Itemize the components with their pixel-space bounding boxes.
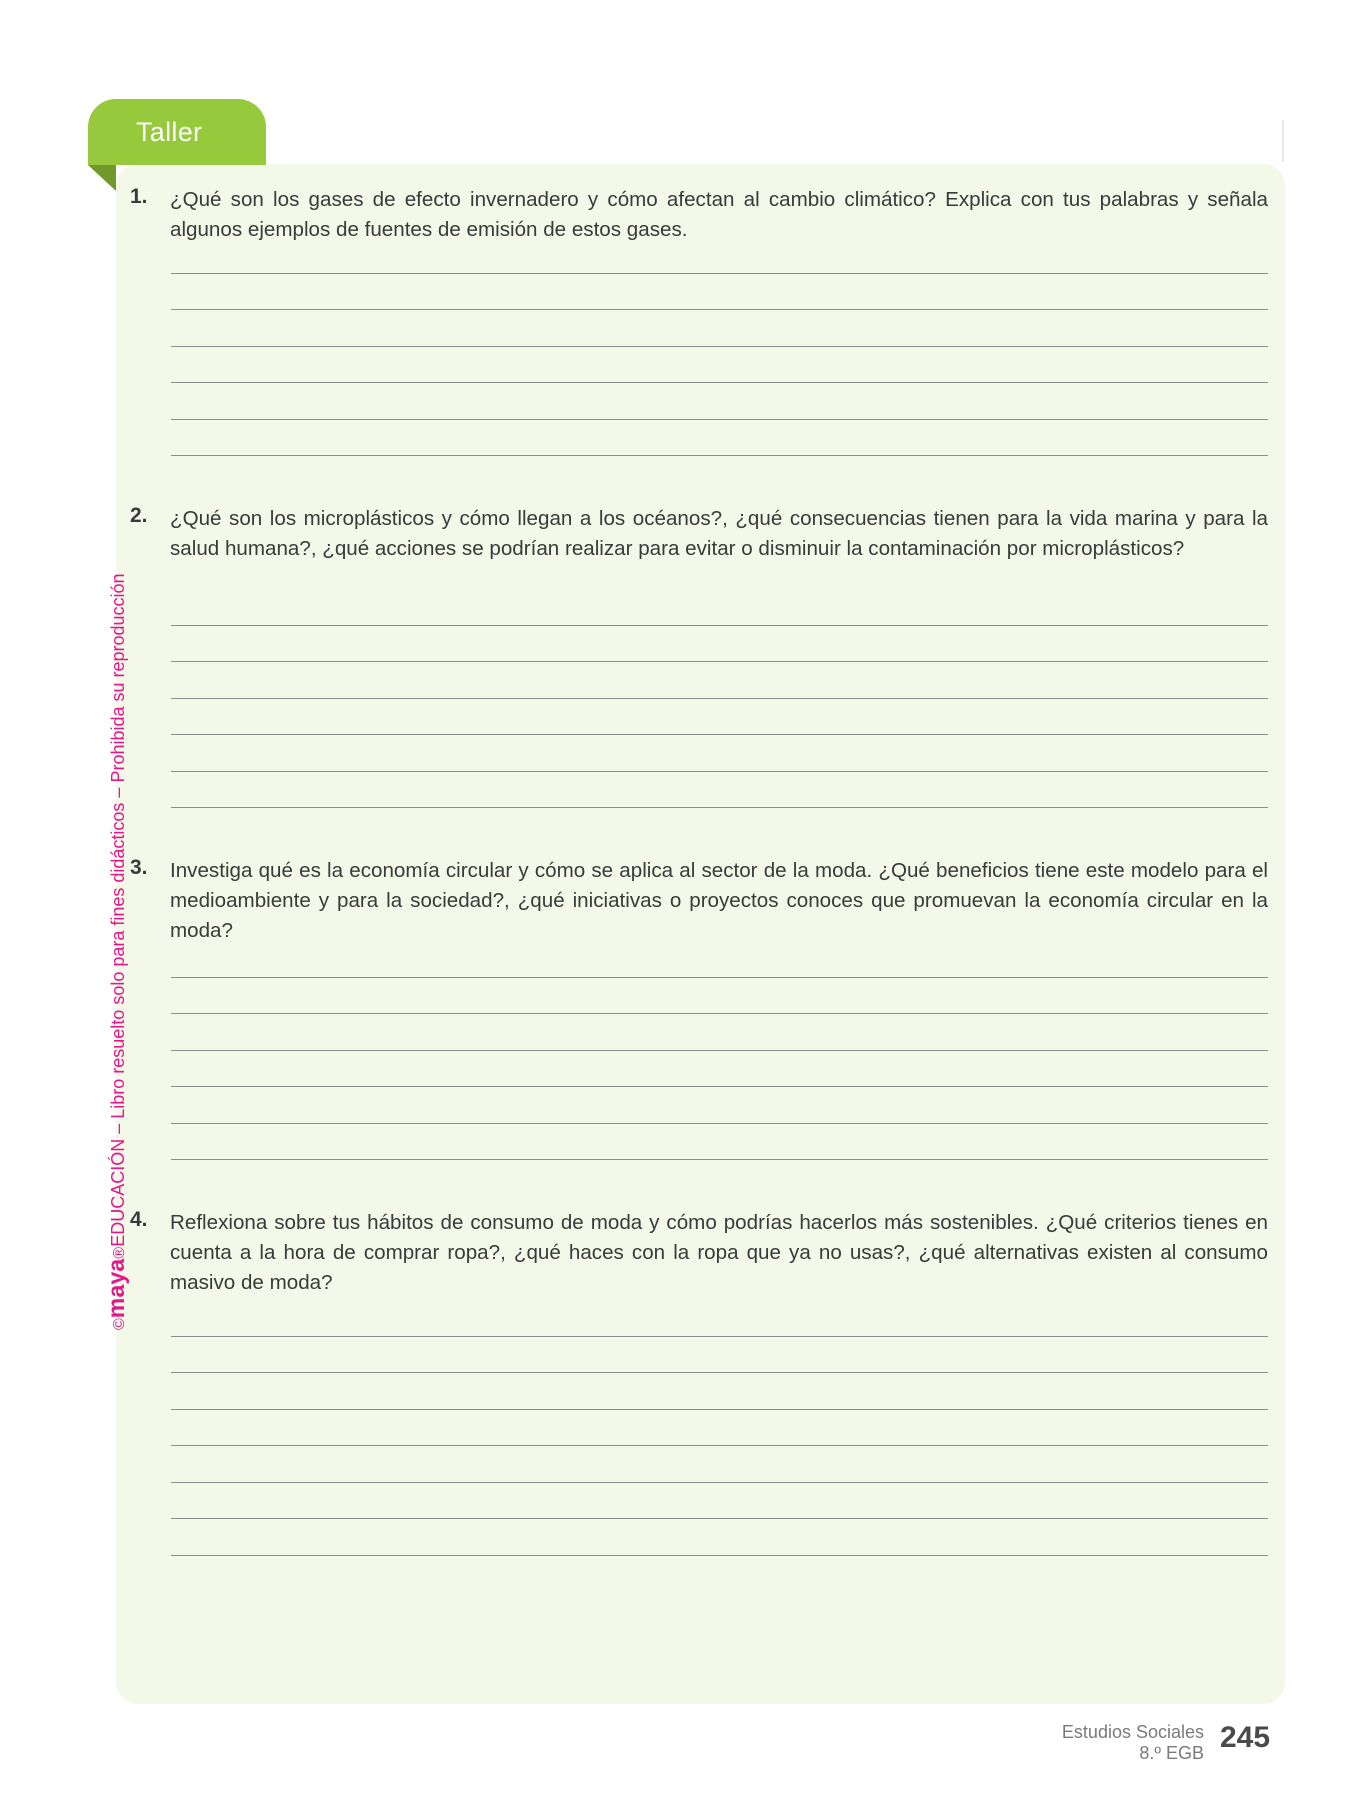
question-text: Investiga qué es la economía circular y cómo se aplica al sector de la moda. ¿Qué beneficios tiene este modelo para el medioambiente y para la sociedad?, ¿qué iniciativas o proyectos conoces que promuevan la economía circular en la moda?	[170, 859, 1268, 942]
answer-line[interactable]	[171, 807, 1268, 808]
answer-line[interactable]	[171, 1555, 1268, 1556]
answer-line[interactable]	[171, 661, 1268, 662]
section-tab: Taller	[88, 99, 266, 165]
answer-line[interactable]	[171, 1482, 1268, 1483]
answer-line[interactable]	[171, 1336, 1268, 1337]
question-1	[130, 185, 1268, 245]
answer-line[interactable]	[171, 734, 1268, 735]
question-3	[130, 856, 1268, 946]
answer-line[interactable]	[171, 455, 1268, 456]
footer-subject: Estudios Sociales	[1061, 1722, 1204, 1742]
answer-line[interactable]	[171, 1123, 1268, 1124]
copyright-side-note	[103, 573, 130, 1330]
question-number: 3.	[130, 856, 148, 879]
answer-line[interactable]	[171, 625, 1268, 626]
answer-line[interactable]	[171, 346, 1268, 347]
question-4	[130, 1208, 1268, 1298]
answer-line[interactable]	[171, 1086, 1268, 1087]
answer-line[interactable]	[171, 1013, 1268, 1014]
answer-line[interactable]	[171, 309, 1268, 310]
brand-logo-text: maya	[103, 1258, 129, 1319]
answer-line[interactable]	[171, 1159, 1268, 1160]
answer-line[interactable]	[171, 1050, 1268, 1051]
tab-fold-corner	[88, 165, 116, 191]
answer-line[interactable]	[171, 273, 1268, 274]
page-edge-mark	[1282, 120, 1284, 162]
footer-grade: 8.º EGB	[1139, 1743, 1204, 1763]
question-text: ¿Qué son los microplásticos y cómo llegan a los océanos?, ¿qué consecuencias tienen para la vida marina y para la salud humana?, ¿qué acciones se podrían realizar para evitar o disminuir la contaminación por microplásticos?	[170, 507, 1268, 560]
page-number: 245	[1220, 1721, 1271, 1754]
answer-line[interactable]	[171, 771, 1268, 772]
answer-line[interactable]	[171, 419, 1268, 420]
question-2	[130, 504, 1268, 564]
question-number: 1.	[130, 185, 148, 208]
question-text: ¿Qué son los gases de efecto invernadero y cómo afectan al cambio climático? Explica con tus palabras y señala algunos ejemplos de fuentes de emisión de estos gases.	[170, 188, 1268, 241]
answer-line[interactable]	[171, 1518, 1268, 1519]
answer-line[interactable]	[171, 1372, 1268, 1373]
question-number: 4.	[130, 1208, 148, 1231]
answer-line[interactable]	[171, 382, 1268, 383]
answer-line[interactable]	[171, 698, 1268, 699]
registered-symbol: ®	[111, 1246, 128, 1259]
copyright-symbol: ©	[111, 1318, 128, 1330]
question-number: 2.	[130, 504, 148, 527]
answer-line[interactable]	[171, 1409, 1268, 1410]
question-text: Reflexiona sobre tus hábitos de consumo de moda y cómo podrías hacerlos más sostenibles. ¿Qué criterios tienes en cuenta a la hora de comprar ropa?, ¿qué haces con la ropa que ya no usas?, ¿qué alternativas existen al consumo masivo de moda?	[170, 1211, 1268, 1294]
side-note-text: EDUCACIÓN – Libro resuelto solo para fines didácticos – Prohibida su reproducción	[108, 573, 128, 1247]
answer-line[interactable]	[171, 977, 1268, 978]
answer-line[interactable]	[171, 1445, 1268, 1446]
